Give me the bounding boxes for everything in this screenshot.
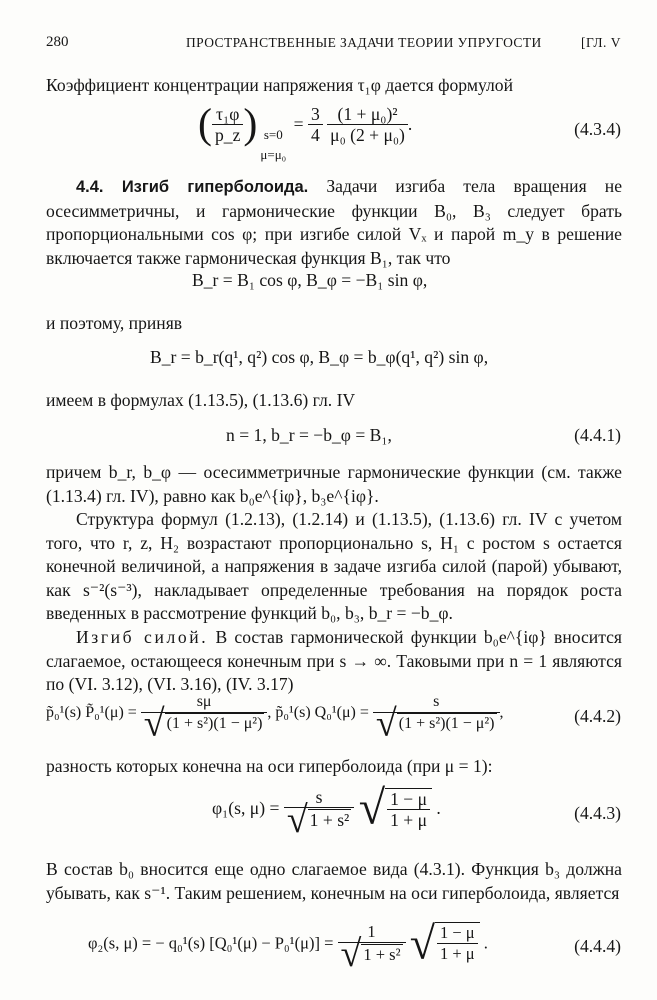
equation-4-4-2: p̃₀¹(s) P̃₀¹(μ) = $\frac{s\mu}{\text{√ (1 + s²)(1 − μ²)}}$ , p̃₀¹(s) Q₀¹(μ) = $\frac{s}{\text{√ (1 + s²)(1 − μ²)}}$ , — [46, 693, 504, 745]
numerator-2: s — [373, 692, 500, 713]
denominator: 1 + s² — [363, 944, 401, 964]
equation-number-4-4-1: (4.4.1) — [574, 425, 621, 445]
running-title: ПРОСТРАНСТВЕННЫЕ ЗАДАЧИ ТЕОРИИ УПРУГОСТИ — [186, 35, 542, 50]
equation-4-4-1: n = 1, b_r = −b_φ = B₁, — [226, 425, 392, 445]
fraction-numerator: (1 + μ₀)² — [327, 104, 408, 125]
chapter-marker: [ГЛ. V — [581, 35, 621, 50]
lhs-2: p̃₀¹(s) Q₀¹(μ) = — [275, 704, 369, 721]
running-header — [46, 34, 621, 56]
paragraph-8: разность которых конечна на оси гиперболоида (при μ = 1): — [46, 756, 493, 776]
paragraph-1: Коэффициент концентрации напряжения τ₁φ дается формулой — [46, 75, 513, 95]
lhs: φ₁(s, μ) = — [212, 798, 280, 819]
equation-number-4-4-4: (4.4.4) — [574, 936, 621, 956]
condition-s: s=0 — [263, 126, 283, 142]
paragraph-7 — [46, 626, 622, 697]
denominator-2: (1 + s²)(1 − μ²) — [398, 715, 495, 732]
equation-number-4-4-3: (4.4.3) — [574, 803, 621, 823]
equation-4-4-3: φ₁(s, μ) = $\frac{s}{\text{√ 1 + s²}}$ √ $\frac{1 - \mu}{1 + \mu}$ . — [212, 781, 441, 841]
root-numerator: 1 − μ — [387, 789, 430, 810]
lhs-denominator: p_z — [215, 125, 241, 145]
paragraph-3: и поэтому, приняв — [46, 313, 183, 333]
equation-4-3-4: ( $\frac{\text{τ₁φ}}{p\_z}$ ) s=0 μ=μ₀ = $\frac{3}{4}$ $\frac{\text{(1 + μ₀)²}}{\text{μ₀ (2 + μ₀)}}$ . — [198, 104, 412, 165]
equation-4-4-4: φ₂(s, μ) = − q₀¹(s) [Q₀¹(μ) − P₀¹(μ)] = $\frac{1}{\text{√ 1 + s²}}$ √ $\frac{1 - \mu}{1 + \mu}$ . — [88, 917, 488, 976]
paragraph-4: имеем в формулах (1.13.5), (1.13.6) гл. IV — [46, 390, 356, 410]
denominator: 1 + s² — [309, 810, 350, 831]
coefficient-denominator: 4 — [310, 125, 320, 145]
lhs-numerator: τ₁φ — [212, 104, 243, 125]
numerator: s — [284, 787, 355, 808]
condition-mu: μ=μ₀ — [260, 146, 287, 162]
section-heading: 4.4. Изгиб гиперболоида. — [76, 178, 309, 196]
paragraph-7-body: В состав гармонической функции b₀e^{iφ} вносится слагаемое, остающееся конечным при s → ∞. Таковыми при n = 1 являются по (VI. 3.12), (VI. 3.16), (IV. 3.17) — [46, 627, 622, 694]
equation-br-bphi-q: B_r = b_r(q¹, q²) cos φ, B_φ = b_φ(q¹, q²) sin φ, — [150, 347, 489, 367]
root-numerator: 1 − μ — [437, 923, 478, 944]
coefficient-numerator: 3 — [308, 104, 323, 125]
root-denominator: 1 + μ — [390, 809, 428, 830]
lhs: φ₂(s, μ) = − q₀¹(s) [Q₀¹(μ) − P₀¹(μ)] = — [88, 933, 334, 953]
equation-number-4-4-2: (4.4.2) — [574, 706, 621, 726]
root-denominator: 1 + μ — [439, 944, 475, 964]
paragraph-section-4-4 — [46, 175, 622, 270]
spaced-heading: Изгиб силой. — [76, 627, 209, 647]
denominator-1: (1 + s²)(1 − μ²) — [166, 715, 263, 732]
fraction-denominator: μ₀ (2 + μ₀) — [330, 125, 405, 145]
page-number: 280 — [46, 34, 69, 50]
paragraph-6: Структура формул (1.2.13), (1.2.14) и (1.13.5), (1.13.6) гл. IV с учетом того, что r, z, H₂ возрастают пропорционально s, H₁ с ростом s остается конечной величиной, а напряжения в задаче изгиба силой (парой) убывают, как s⁻²(s⁻³), накладывает определенные требования на порядок роста введенных в рассмотрение функций b₀, b₃, b_r = −b_φ. — [46, 509, 622, 623]
section-body: Задачи изгиба тела вращения не осесимметричны, и гармонические функции B₀, B₃ следует брать пропорциональными cos φ; при изгибе силой Vₓ и парой m_y в решение включается также гармоническая функция B₁, так что — [46, 176, 622, 268]
lhs-1: p̃₀¹(s) P̃₀¹(μ) = — [46, 704, 137, 721]
numerator-1: sμ — [141, 692, 268, 713]
numerator: 1 — [338, 922, 406, 943]
equation-br-bphi: B_r = B₁ cos φ, B_φ = −B₁ sin φ, — [192, 270, 428, 290]
paragraph-5: причем b_r, b_φ — осесимметричные гармонические функции (см. также (1.13.4) гл. IV), равно как b₀e^{iφ}, b₃e^{iφ}. — [46, 462, 622, 506]
equation-number-4-3-4: (4.3.4) — [574, 119, 621, 139]
paragraph-9: В состав b₀ вносится еще одно слагаемое вида (4.3.1). Функция b₃ должна убывать, как s⁻¹. Таким решением, конечным на оси гиперболоида, является — [46, 859, 622, 903]
